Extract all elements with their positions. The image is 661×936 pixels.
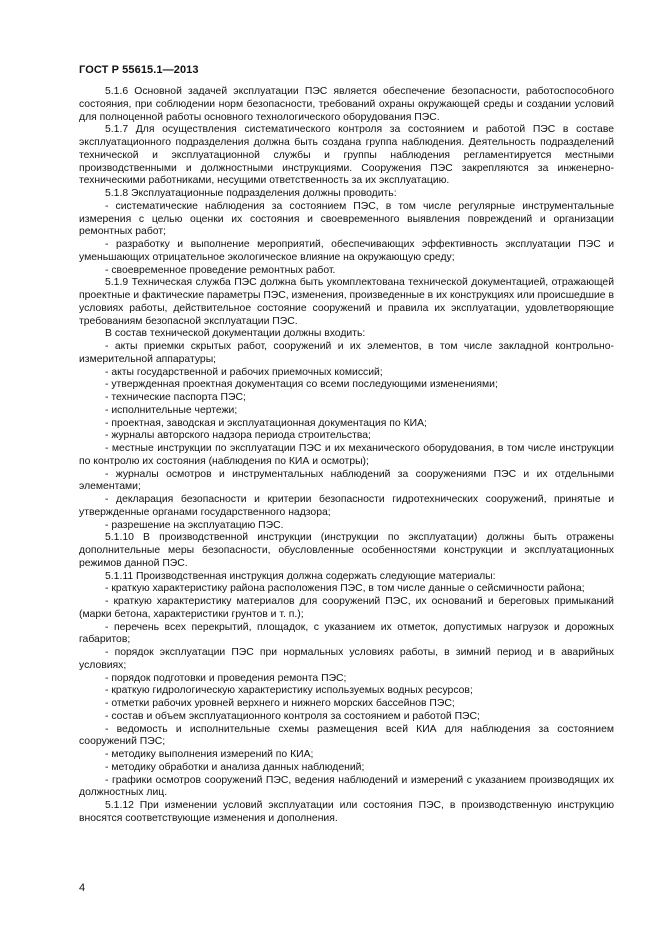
list-item: - местные инструкции по эксплуатации ПЭС и их механического оборудования, в том числе инструкции по контролю их состояния (наблюдения по КИА и осмотры);: [79, 443, 614, 467]
list-item: - графики осмотров сооружений ПЭС, ведения наблюдений и измерений с указанием производящих их должностных лиц.: [79, 774, 614, 799]
list-item: - исполнительные чертежи;: [105, 404, 238, 416]
list-item: - методику выполнения измерений по КИА;: [105, 749, 314, 760]
list-item: - разрешение на эксплуатацию ПЭС.: [105, 519, 284, 531]
paragraph: 5.1.10 В производственной инструкции (инструкции по эксплуатации) должны быть отражены дополнительные меры безопасности, обусловленные особенностями конструкции и эксплуатационных режимов данной ПЭС.: [79, 532, 614, 569]
paragraph: 5.1.12 При изменении условий эксплуатации или состояния ПЭС, в производственную инструкцию вносятся соответствующие изменения и дополнения.: [79, 800, 614, 824]
list-item: - краткую характеристику материалов для сооружений ПЭС, их оснований и береговых примыканий (марки бетона, характеристики грунтов и т. п.);: [79, 596, 614, 620]
list-item: - проектная, заводская и эксплуатационная документация по КИА;: [105, 417, 427, 429]
list-item: - журналы осмотров и инструментальных наблюдений за сооружениями ПЭС и их отдельными элементами;: [79, 468, 614, 493]
document-body: [79, 86, 614, 826]
list-item: - краткую характеристику района расположения ПЭС, в том числе данные о сейсмичности района;: [105, 583, 585, 595]
paragraph: 5.1.11 Производственная инструкция должна содержать следующие материалы:: [105, 570, 496, 582]
list-item: - краткую гидрологическую характеристику используемых водных ресурсов;: [105, 685, 473, 697]
page-number: 4: [79, 882, 86, 894]
list-item: - состав и объем эксплуатационного контроля за состоянием и работой ПЭС;: [105, 710, 480, 722]
list-item: - ведомость и исполнительные схемы размещения всей КИА для наблюдения за состоянием сооружений ПЭС;: [79, 723, 614, 748]
paragraph: В состав технической документации должны входить:: [105, 328, 366, 340]
list-item: - отметки рабочих уровней верхнего и нижнего морских бассейнов ПЭС;: [105, 698, 455, 709]
paragraph: 5.1.8 Эксплуатационные подразделения должны проводить:: [105, 188, 397, 199]
list-item: - своевременное проведение ремонтных работ.: [105, 264, 336, 276]
paragraph: 5.1.6 Основной задачей эксплуатации ПЭС является обеспечение безопасности, работоспособного состояния, при соблюдении норм безопасности, требований охраны окружающей среды и создании условий для полноценной работы основного технологического оборудования ПЭС.: [79, 86, 614, 123]
list-item: - порядок эксплуатации ПЭС при нормальных условиях работы, в зимний период и в аварийных условиях;: [79, 647, 614, 671]
list-item: - декларация безопасности и критерии безопасности гидротехнических сооружений, принятые и утвержденные органами государственного надзора;: [79, 494, 614, 518]
list-item: - акты приемки скрытых работ, сооружений и их элементов, в том числе закладной контрольно-измерительной аппаратуры;: [79, 341, 614, 365]
list-item: - утвержденная проектная документация со всеми последующими изменениями;: [105, 379, 498, 391]
paragraph: 5.1.7 Для осуществления систематического контроля за состоянием и работой ПЭС в составе эксплуатационного подразделения должна быть создана группа наблюдения. Деятельность подразделений технической и эксплуатационной службы и группы наблюдения регламентируется местными производственными и должностными инструкциями. Сооружения ПЭС закрепляются за инженерно-техническими работниками, несущими ответственность за их эксплуатацию.: [79, 124, 614, 187]
list-item: - технические паспорта ПЭС;: [105, 392, 246, 403]
list-item: - разработку и выполнение мероприятий, обеспечивающих эффективность эксплуатации ПЭС и уменьшающих отрицательное экологическое влияние на окружающую среду;: [79, 239, 614, 263]
list-item: - журналы авторского надзора периода строительства;: [105, 430, 371, 442]
document-header: ГОСТ Р 55615.1—2013: [79, 64, 199, 76]
list-item: - перечень всех перекрытий, площадок, с указанием их отметок, допустимых нагрузок и дорожных габаритов;: [79, 621, 614, 646]
paragraph: 5.1.9 Техническая служба ПЭС должна быть укомплектована технической документацией, отражающей проектные и фактические параметры ПЭС, изменения, произведенные в их конструкциях или происшедшие в условиях работы, действительное состояние сооружений и правила их эксплуатации, удовлетворяющие требованиям безопасной эксплуатации ПЭС.: [79, 277, 614, 327]
list-item: - систематические наблюдения за состоянием ПЭС, в том числе регулярные инструментальные измерения с целью оценки их состояния и своевременного выявления повреждений и организации ремонтных работ;: [79, 200, 614, 238]
list-item: - акты государственной и рабочих приемочных комиссий;: [105, 366, 383, 378]
list-item: - порядок подготовки и проведения ремонта ПЭС;: [105, 672, 347, 684]
list-item: - методику обработки и анализа данных наблюдений;: [105, 761, 365, 773]
